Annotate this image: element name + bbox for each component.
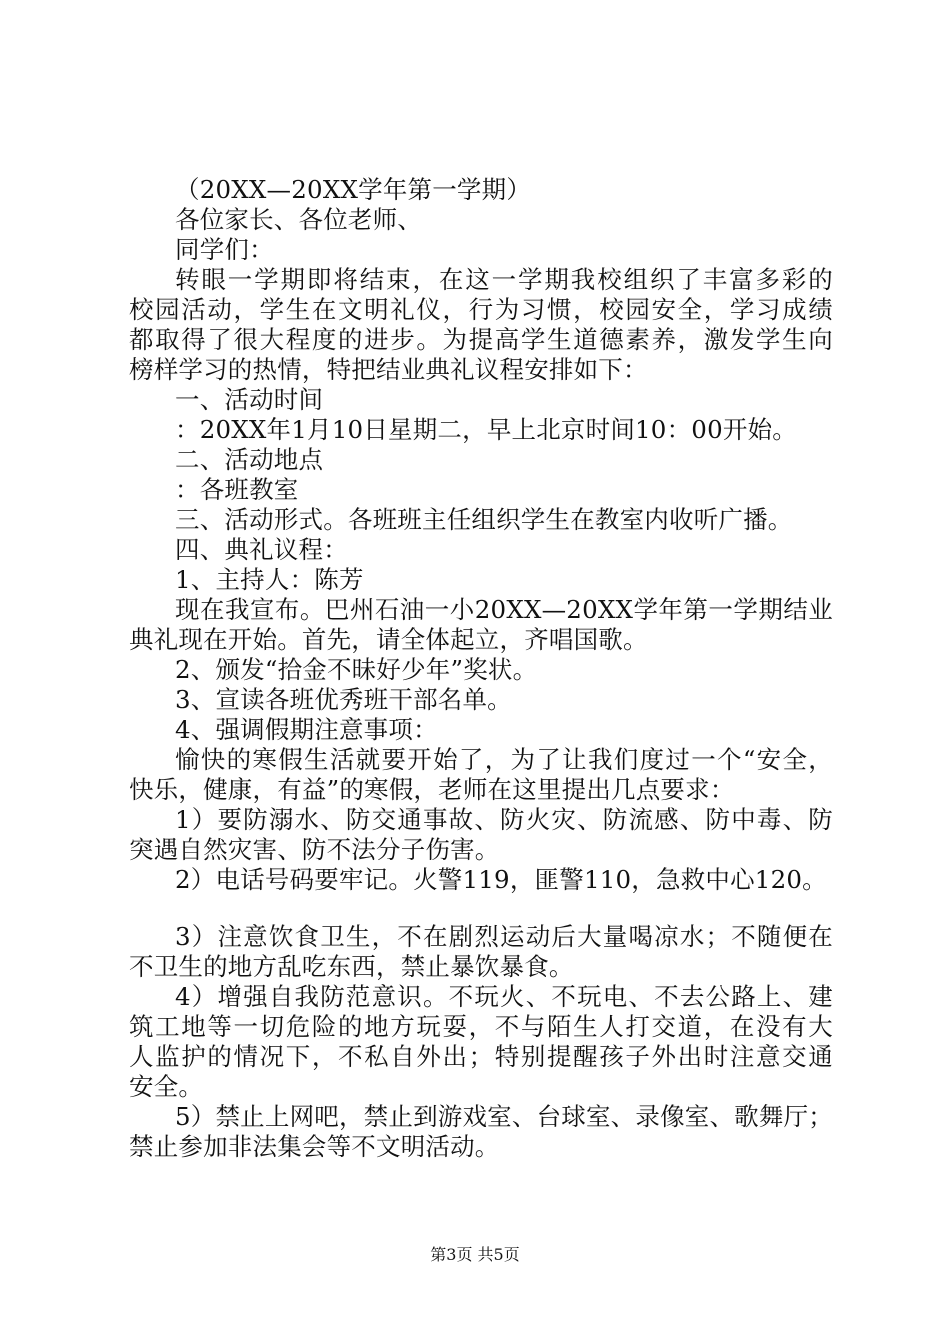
paragraph-line: 安全。 <box>129 1072 204 1101</box>
paragraph-line: 愉快的寒假生活就要开始了，为了让我们度过一个“安全， <box>175 745 833 774</box>
paragraph-line: 突遇自然灾害、防不法分子伤害。 <box>129 835 500 864</box>
paragraph-line: 禁止参加非法集会等不文明活动。 <box>129 1132 500 1161</box>
paragraph-line: 不卫生的地方乱吃东西，禁止暴饮暴食。 <box>129 952 574 981</box>
list-item: 5）禁止上网吧，禁止到游戏室、台球室、录像室、歌舞厅； <box>175 1102 833 1131</box>
page-number-footer: 第3页 共5页 <box>430 1245 520 1264</box>
list-item: 4）增强自我防范意识。不玩火、不玩电、不去公路上、建 <box>175 982 833 1011</box>
list-item: 1）要防溺水、防交通事故、防火灾、防流感、防中毒、防 <box>175 805 833 834</box>
paragraph-line: 典礼现在开始。首先，请全体起立，齐唱国歌。 <box>129 625 648 654</box>
list-item: 1、主持人：陈芳 <box>175 565 364 594</box>
list-item: 3、宣读各班优秀班干部名单。 <box>175 685 512 714</box>
section-heading: 四、典礼议程： <box>175 535 348 564</box>
section-heading: 三、活动形式。各班班主任组织学生在教室内收听广播。 <box>175 505 793 534</box>
paragraph-line: 筑工地等一切危险的地方玩耍，不与陌生人打交道，在没有大 <box>129 1012 833 1041</box>
paragraph-gap <box>129 895 833 922</box>
paragraph-line: 校园活动，学生在文明礼仪，行为习惯，校园安全，学习成绩 <box>129 295 833 324</box>
section-heading: 二、活动地点 <box>175 445 324 474</box>
list-item: 4、强调假期注意事项： <box>175 715 438 744</box>
paragraph-line: 快乐，健康，有益”的寒假，老师在这里提出几点要求： <box>129 775 735 804</box>
list-item: 2）电话号码要牢记。火警119，匪警110，急救中心120。 <box>175 865 827 894</box>
document-body <box>129 175 833 1162</box>
paragraph-line: ：各班教室 <box>175 475 299 504</box>
paragraph-line: 榜样学习的热情，特把结业典礼议程安排如下： <box>129 355 648 384</box>
salutation-line: 同学们： <box>175 235 274 264</box>
paragraph-line: 现在我宣布。巴州石油一小20XX—20XX学年第一学期结业 <box>175 595 833 624</box>
paragraph-line: 都取得了很大程度的进步。为提高学生道德素养，激发学生向 <box>129 325 833 354</box>
salutation-line: 各位家长、各位老师、 <box>175 205 422 234</box>
paragraph-line: 转眼一学期即将结束，在这一学期我校组织了丰富多彩的 <box>175 265 833 294</box>
list-item: 3）注意饮食卫生，不在剧烈运动后大量喝凉水；不随便在 <box>175 922 833 951</box>
paragraph-line: 人监护的情况下，不私自外出；特别提醒孩子外出时注意交通 <box>129 1042 833 1071</box>
list-item: 2、颁发“拾金不昧好少年”奖状。 <box>175 655 538 684</box>
section-heading: 一、活动时间 <box>175 385 324 414</box>
term-line: （20XX—20XX学年第一学期） <box>175 175 532 204</box>
paragraph-line: ：20XX年1月10日星期二，早上北京时间10：00开始。 <box>175 415 797 444</box>
